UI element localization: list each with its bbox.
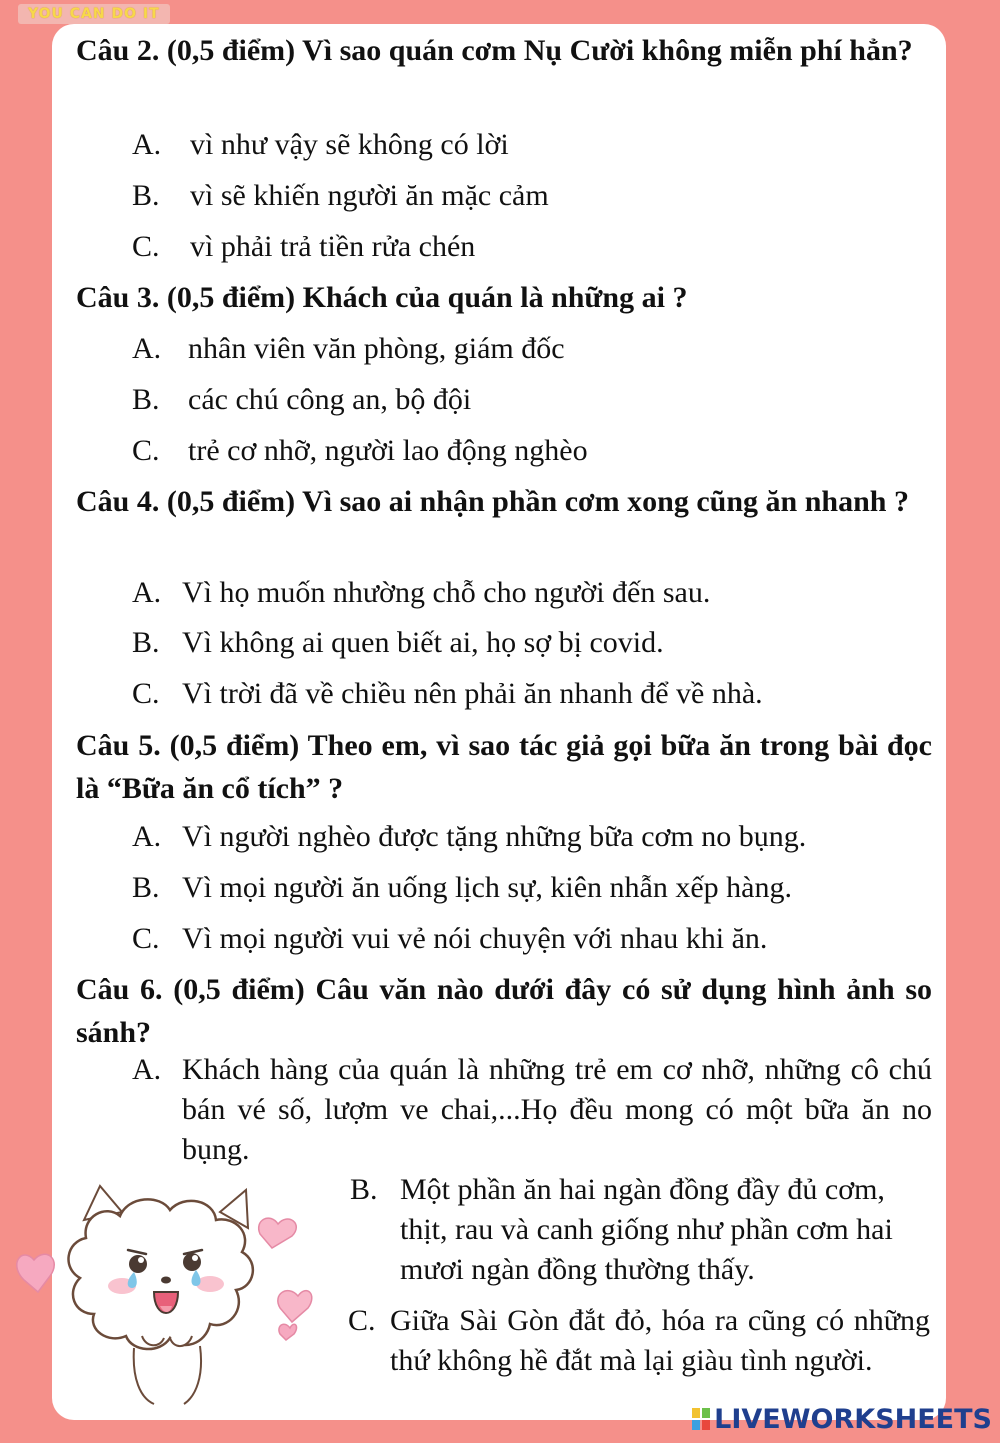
option-text: Vì mọi người vui vẻ nói chuyện với nhau khi ăn. <box>182 922 768 955</box>
question-5-option-c[interactable] <box>132 919 932 959</box>
you-can-do-it-banner: YOU CAN DO IT <box>18 4 170 24</box>
heart-icon <box>278 1291 312 1322</box>
option-letter: A. <box>132 1053 162 1086</box>
option-text: Khách hàng của quán là những trẻ em cơ nhỡ, những cô chú bán vé số, lượm ve chai,...Họ đều mong có một bữa ăn no bụng. <box>182 1053 932 1166</box>
option-letter: A. <box>132 332 162 365</box>
question-2-option-a[interactable] <box>132 125 932 165</box>
liveworksheets-logo-icon <box>692 1408 712 1432</box>
question-3-option-c[interactable] <box>132 431 932 471</box>
option-letter: B. <box>132 383 160 416</box>
option-letter: C. <box>132 230 160 263</box>
question-3-option-b[interactable] <box>132 380 932 420</box>
question-6-title: Câu 6. (0,5 điểm) Câu văn nào dưới đây có sử dụng hình ảnh so sánh? <box>76 973 932 1049</box>
question-5-option-b[interactable] <box>132 868 932 908</box>
question-4-title: Câu 4. (0,5 điểm) Vì sao ai nhận phần cơm xong cũng ăn nhanh ? <box>76 485 909 518</box>
option-text: các chú công an, bộ đội <box>188 383 472 416</box>
question-4-option-a[interactable] <box>132 573 932 613</box>
option-letter: C. <box>132 677 160 710</box>
question-6-option-b[interactable] <box>350 1170 930 1290</box>
option-text: nhân viên văn phòng, giám đốc <box>188 332 565 365</box>
option-text: Giữa Sài Gòn đắt đỏ, hóa ra cũng có những thứ không hề đắt mà lại giàu tình người. <box>390 1304 930 1377</box>
option-text: Một phần ăn hai ngàn đồng đầy đủ cơm, thịt, rau và canh giống như phần cơm hai mươi ngàn đồng thường thấy. <box>400 1173 893 1286</box>
option-letter: B. <box>132 626 160 659</box>
crying-puppy-mascot <box>14 1168 334 1408</box>
question-4-option-c[interactable] <box>132 674 932 714</box>
option-text: vì phải trả tiền rửa chén <box>190 230 476 263</box>
question-3-option-a[interactable] <box>132 329 932 369</box>
option-letter: A. <box>132 820 162 853</box>
liveworksheets-logo-text: LIVEWORKSHEETS <box>714 1404 992 1435</box>
option-letter: C. <box>348 1304 376 1337</box>
option-letter: A. <box>132 576 162 609</box>
question-5-option-a[interactable] <box>132 817 932 857</box>
option-letter: B. <box>132 871 160 904</box>
option-text: vì như vậy sẽ không có lời <box>190 128 509 161</box>
option-text: Vì trời đã về chiều nên phải ăn nhanh để về nhà. <box>182 677 763 710</box>
question-4-option-b[interactable] <box>132 623 932 663</box>
option-text: trẻ cơ nhỡ, người lao động nghèo <box>188 434 588 467</box>
question-6-option-c[interactable] <box>348 1301 930 1381</box>
heart-icon <box>279 1324 297 1340</box>
question-2-title: Câu 2. (0,5 điểm) Vì sao quán cơm Nụ Cười không miễn phí hẳn? <box>76 34 913 67</box>
option-letter: B. <box>132 179 160 212</box>
option-text: Vì người nghèo được tặng những bữa cơm no bụng. <box>182 820 807 853</box>
liveworksheets-logo[interactable] <box>692 1404 992 1435</box>
option-letter: B. <box>350 1173 378 1206</box>
question-3-title: Câu 3. (0,5 điểm) Khách của quán là những ai ? <box>76 281 688 314</box>
heart-icon <box>17 1254 54 1292</box>
option-text: vì sẽ khiến người ăn mặc cảm <box>190 179 549 212</box>
option-letter: A. <box>132 128 162 161</box>
question-2-option-c[interactable] <box>132 227 932 267</box>
heart-icon <box>259 1218 297 1248</box>
option-text: Vì họ muốn nhường chỗ cho người đến sau. <box>182 576 711 609</box>
option-text: Vì không ai quen biết ai, họ sợ bị covid. <box>182 626 664 659</box>
question-6-option-a[interactable] <box>132 1050 932 1170</box>
question-5-title: Câu 5. (0,5 điểm) Theo em, vì sao tác giả gọi bữa ăn trong bài đọc là “Bữa ăn cổ tích” ? <box>76 729 932 805</box>
option-text: Vì mọi người ăn uống lịch sự, kiên nhẫn xếp hàng. <box>182 871 792 904</box>
option-letter: C. <box>132 434 160 467</box>
option-letter: C. <box>132 922 160 955</box>
question-2-option-b[interactable] <box>132 176 932 216</box>
